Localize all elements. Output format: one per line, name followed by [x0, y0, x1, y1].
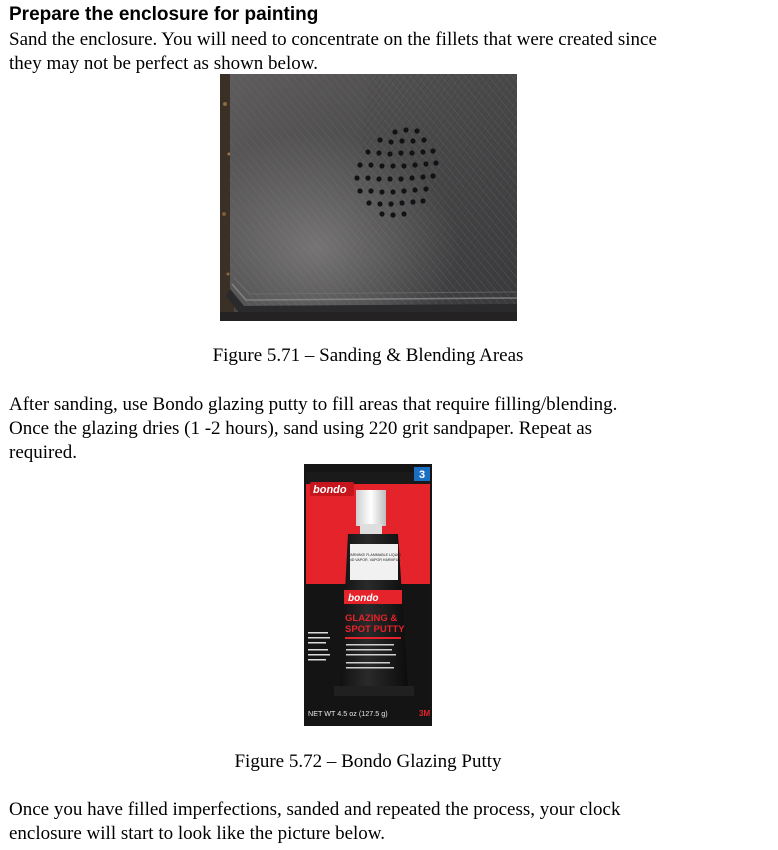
net-weight-label: NET WT 4.5 oz (127.5 g)	[308, 709, 388, 718]
figure-5-71-caption: Figure 5.71 – Sanding & Blending Areas	[212, 345, 524, 366]
after-sanding-line-3: required.	[9, 442, 78, 463]
product-name-line-1: GLAZING &	[345, 613, 398, 624]
tube-brand: bondo	[348, 593, 379, 604]
svg-text:AND VAPOR. VAPOR HARMFUL.: AND VAPOR. VAPOR HARMFUL.	[346, 558, 402, 562]
figure-5-72-caption: Figure 5.72 – Bondo Glazing Putty	[234, 751, 502, 772]
closing-line-2: enclosure will start to look like the picture below.	[9, 823, 386, 844]
closing-line-1: Once you have filled imperfections, sanded and repeated the process, your clock	[9, 799, 621, 820]
svg-text:bondo: bondo	[313, 484, 347, 496]
intro-paragraph	[9, 28, 769, 76]
bondo-package-photo	[304, 464, 432, 726]
badge-label: 3	[418, 469, 426, 481]
intro-line-2: they may not be perfect as shown below.	[9, 53, 319, 74]
after-sanding-paragraph	[9, 393, 769, 465]
product-name-line-2: SPOT PUTTY	[345, 624, 405, 635]
sanding-photo	[220, 74, 517, 321]
bondo-logo-top	[310, 482, 354, 496]
after-sanding-line-1: After sanding, use Bondo glazing putty to fill areas that require filling/blending.	[9, 394, 618, 415]
after-sanding-line-2: Once the glazing dries (1 -2 hours), sand using 220 grit sandpaper. Repeat as	[9, 418, 593, 439]
svg-text:WARNING! FLAMMABLE LIQUID: WARNING! FLAMMABLE LIQUID	[347, 553, 401, 557]
intro-line-1: Sand the enclosure. You will need to concentrate on the fillets that were created since	[9, 29, 657, 50]
section-heading: Prepare the enclosure for painting	[9, 4, 319, 25]
closing-paragraph	[9, 798, 769, 846]
3m-logo: 3M	[419, 709, 431, 718]
